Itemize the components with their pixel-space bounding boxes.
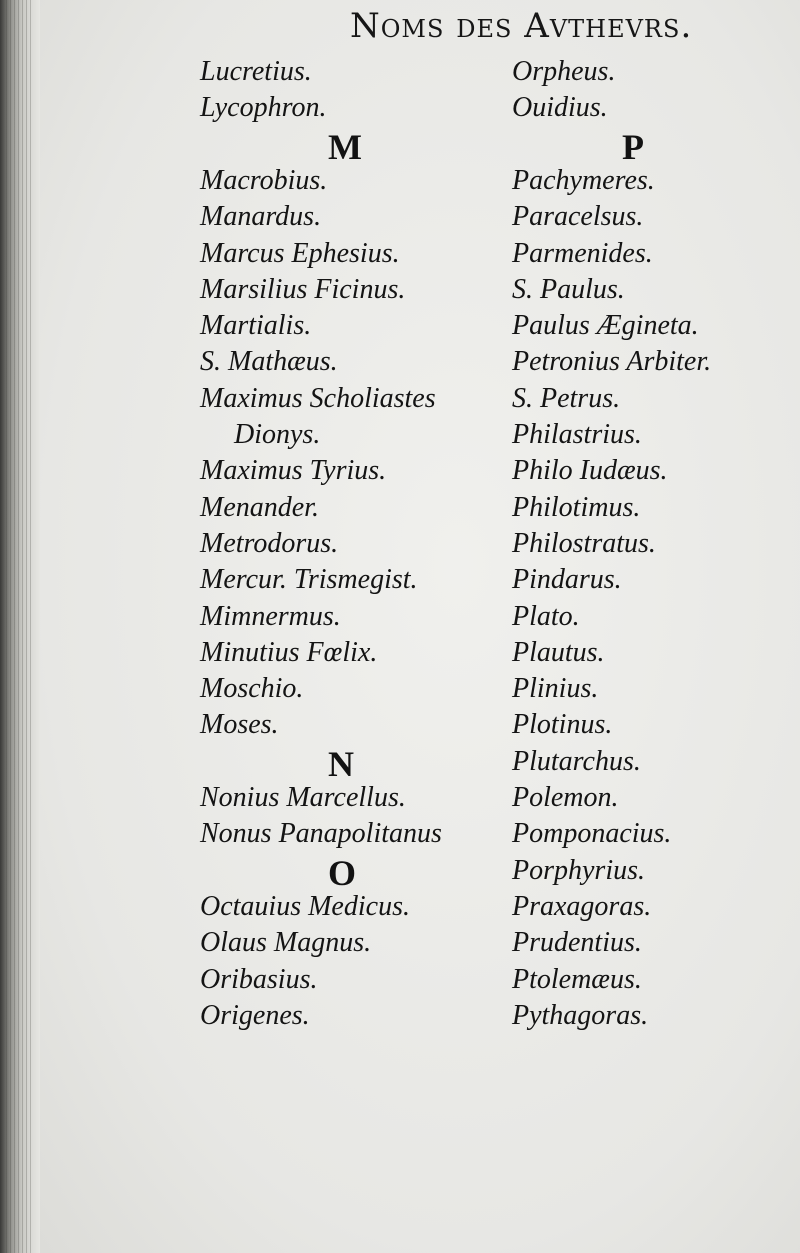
author-entry: Octauius Medicus. [200,890,410,922]
author-entry: Pindarus. [512,564,622,596]
book-page [40,0,800,1253]
author-entry: Moses. [200,709,279,741]
author-entry: Moschio. [200,673,304,705]
author-entry: Philotimus. [512,491,641,523]
author-entry: Maximus Scholiastes [200,382,436,414]
author-entry: Philostratus. [512,527,656,559]
author-entry: Maximus Tyrius. [200,455,387,487]
author-entry: Plato. [512,600,580,632]
author-entry: Porphyrius. [512,854,645,886]
author-entry: Plotinus. [512,709,613,741]
author-entry: Petronius Arbiter. [512,346,712,378]
author-entry: Philo Iudæus. [512,455,668,487]
author-entry: Marsilius Ficinus. [200,273,406,305]
author-entry: Menander. [200,491,319,523]
author-entry: Paracelsus. [512,201,644,233]
author-entry: Mimnermus. [200,600,341,632]
author-entry: Plinius. [512,673,599,705]
author-entry: Ouidius. [512,92,608,124]
author-entry: S. Petrus. [512,382,621,414]
section-letter: P [622,126,644,167]
author-entry-continuation: Dionys. [234,419,321,450]
author-entry: Olaus Magnus. [200,927,372,959]
author-entry: Nonus Panapolitanus [200,818,442,850]
author-entry: Prudentius. [512,927,642,959]
author-entry: Parmenides. [512,237,653,269]
author-entry: Ptolemæus. [512,963,642,995]
author-entry: Pythagoras. [512,999,649,1031]
author-entry: Plutarchus. [512,745,641,777]
author-entry: Plautus. [512,636,605,668]
author-entry: Origenes. [200,999,310,1031]
page-edges [6,0,32,1253]
section-letter: N [328,743,354,784]
author-entry: Polemon. [512,782,619,813]
running-head: Noms des Avthevrs. [350,6,693,46]
author-entry: Manardus. [200,201,322,233]
author-entry: Nonius Marcellus. [200,782,406,813]
author-entry: Metrodorus. [200,527,339,559]
author-entry: Oribasius. [200,963,318,995]
author-entry: Lucretius. [200,56,312,87]
author-entry: Praxagoras. [512,890,652,922]
author-entry: Lycophron. [200,92,327,124]
author-entry: Philastrius. [512,419,642,450]
author-entry: Pomponacius. [512,818,672,850]
author-entry: Marcus Ephesius. [200,237,400,269]
author-entry: Minutius Fœlix. [200,636,378,668]
author-entry: Mercur. Trismegist. [200,564,418,596]
section-letter: M [328,126,362,167]
author-entry: S. Paulus. [512,273,625,305]
book-spine-edge [0,0,40,1253]
author-entry: Orpheus. [512,56,616,87]
author-entry: Macrobius. [200,164,328,196]
author-entry: Paulus Ægineta. [512,310,699,342]
author-entry: Pachymeres. [512,164,655,196]
author-entry: Martialis. [200,310,312,342]
author-entry: S. Mathæus. [200,346,338,378]
section-letter: O [328,852,357,893]
